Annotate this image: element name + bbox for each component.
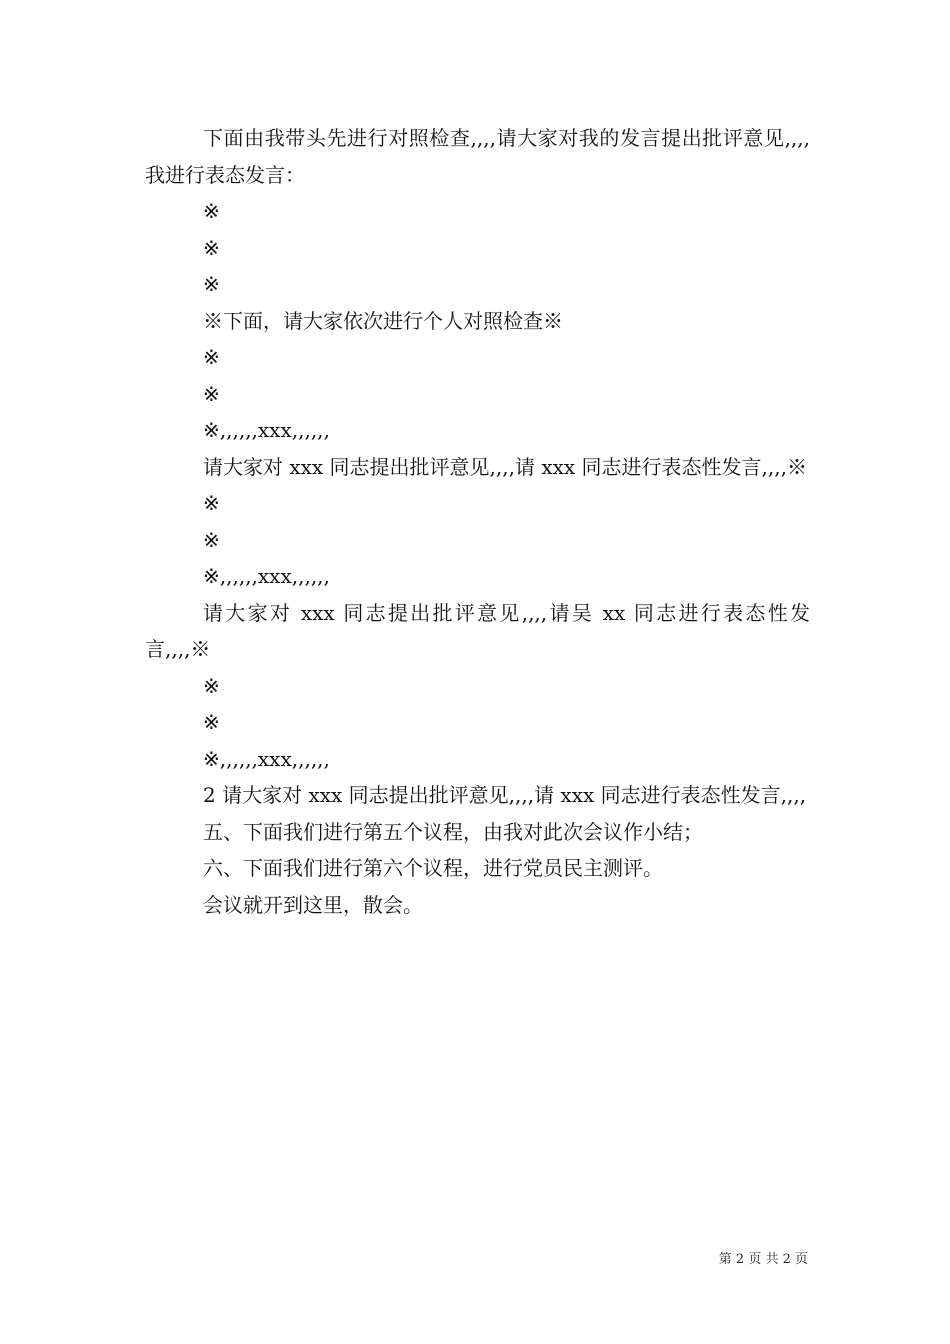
paragraph: 请大家对 xxx 同志提出批评意见,,,,请 xxx 同志进行表态性发言,,,,※ [203,454,807,479]
paragraph: ※ [203,710,220,734]
paragraph: 下面由我带头先进行对照检查,,,,请大家对我的发言提出批评意见,,,,我进行表态发言： [145,126,810,187]
paragraph: ※ [203,272,220,296]
paragraph: ※ [203,345,220,369]
paragraph: ※下面，请大家依次进行个人对照检查※ [203,308,563,333]
paragraph: 五、下面我们进行第五个议程，由我对此次会议作小结； [203,819,703,844]
paragraph: ※ [203,491,220,515]
paragraph: 六、下面我们进行第六个议程，进行党员民主测评。 [203,856,663,880]
document-body [145,120,810,923]
paragraph: ※ [203,527,220,552]
paragraph: ※,,,,,,xxx,,,,,, [203,564,330,588]
paragraph: ※ [203,199,220,223]
paragraph: 请大家对 xxx 同志提出批评意见,,,,请吴 xx 同志进行表态性发言,,,,※ [145,600,810,661]
page-number-footer: 第 2 页 共 2 页 [718,1252,808,1267]
paragraph: ※,,,,,,xxx,,,,,, [203,746,330,771]
paragraph: ※ [203,381,220,406]
paragraph: ※,,,,,,xxx,,,,,, [203,418,330,442]
paragraph: 2 请大家对 xxx 同志提出批评意见,,,,请 xxx 同志进行表态性发言,,,, [203,783,807,807]
paragraph: ※ [203,235,220,260]
paragraph: 会议就开到这里，散会。 [203,892,423,917]
paragraph: ※ [203,673,220,698]
